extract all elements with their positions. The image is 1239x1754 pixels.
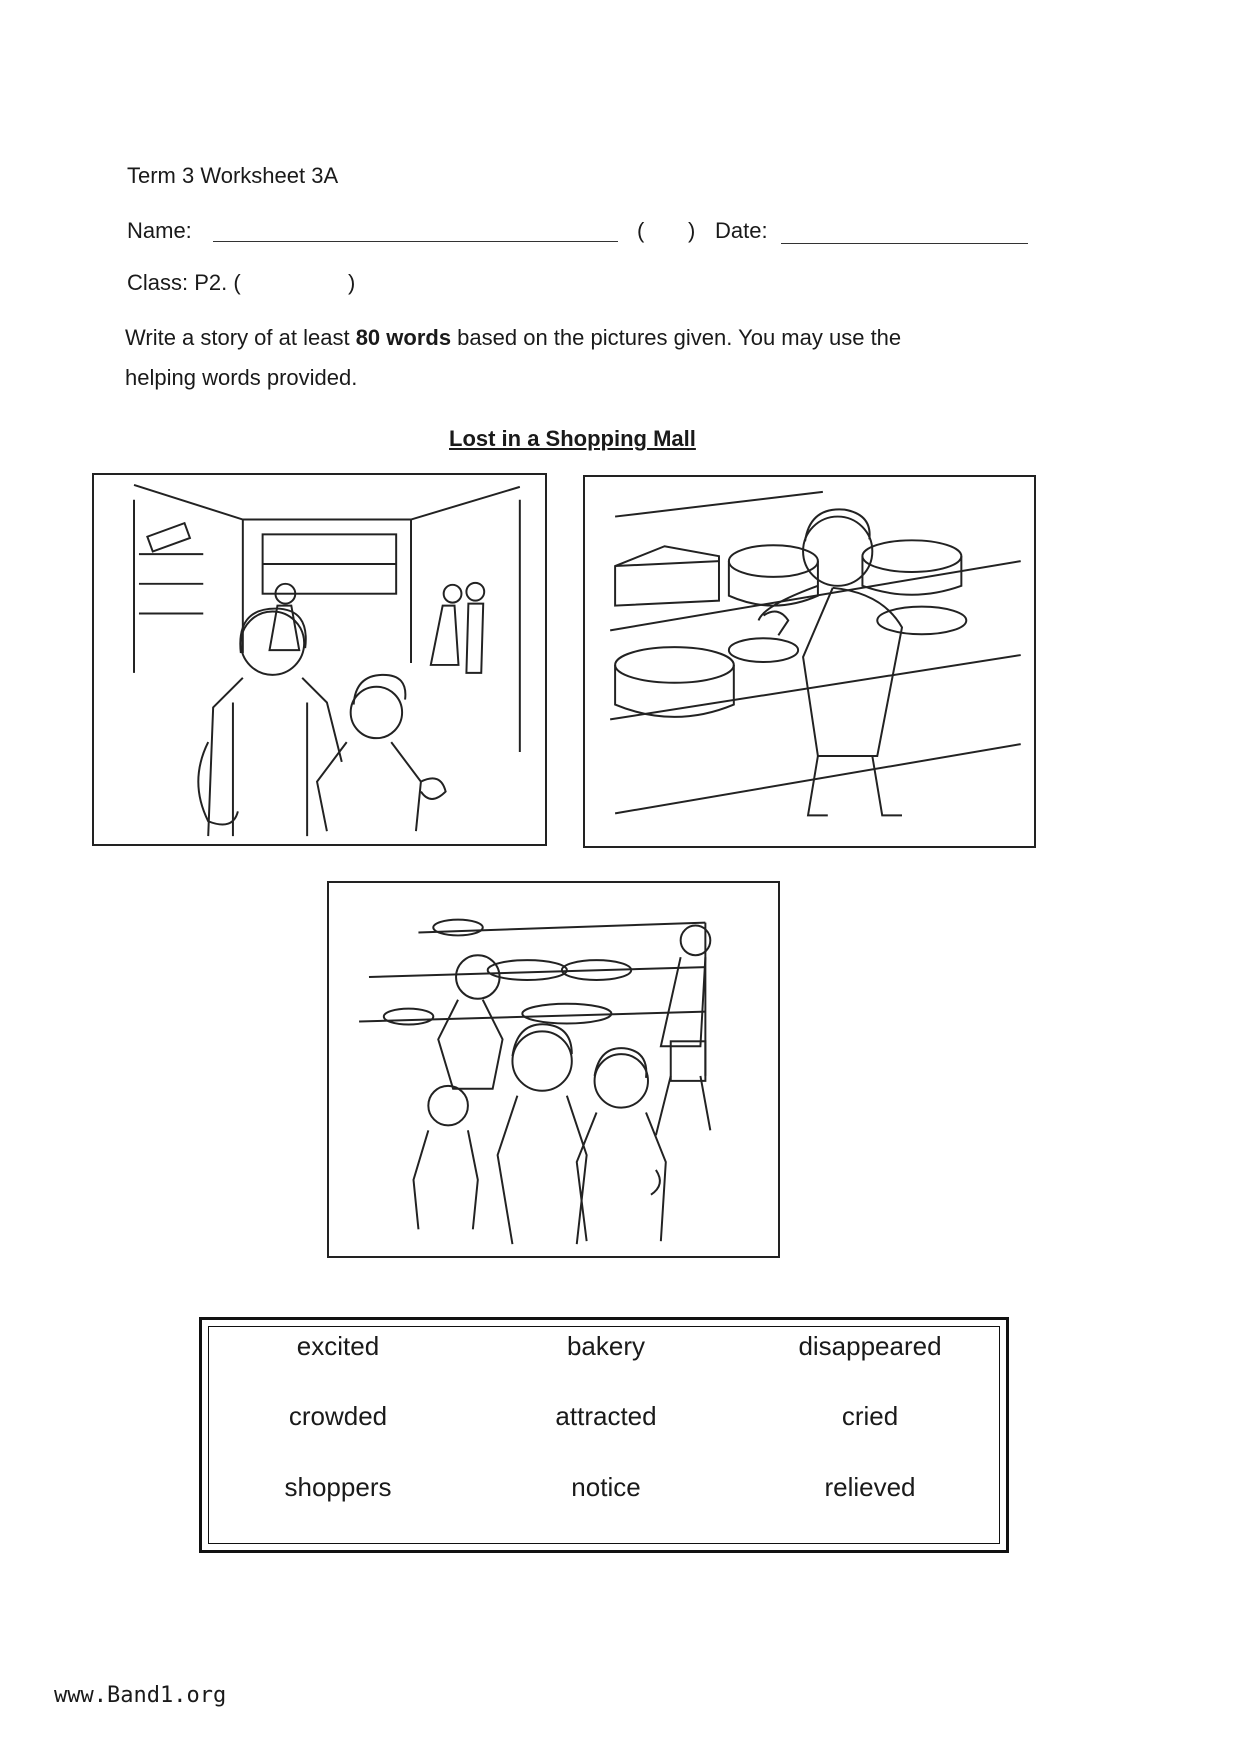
instructions-text: Write a story of at least — [125, 325, 356, 350]
bakery-family-drawing — [329, 883, 778, 1256]
index-close-paren: ) — [688, 218, 696, 243]
worksheet-title: Term 3 Worksheet 3A — [127, 163, 339, 188]
helping-word: cried — [841, 1401, 899, 1431]
instructions-line-1 — [125, 318, 901, 358]
picture-bakery-family — [327, 881, 780, 1258]
picture-boy-cakes — [583, 475, 1036, 848]
mall-walk-drawing — [94, 475, 545, 844]
instructions-line-2: helping words provided. — [125, 365, 358, 390]
helping-word: relieved — [824, 1472, 916, 1502]
helping-word: bakery — [566, 1331, 646, 1361]
name-label: Name: — [127, 218, 192, 243]
date-field-line[interactable] — [781, 243, 1028, 244]
picture-mall-walk — [92, 473, 547, 846]
helping-word: excited — [296, 1331, 380, 1361]
helping-words-box — [199, 1317, 1009, 1553]
helping-word: crowded — [288, 1401, 388, 1431]
helping-word: disappeared — [798, 1331, 942, 1361]
helping-word: notice — [571, 1472, 641, 1502]
footer-website: www.Band1.org — [54, 1683, 227, 1708]
boy-cakes-drawing — [585, 477, 1034, 846]
class-close-paren: ) — [348, 270, 356, 295]
story-title: Lost in a Shopping Mall — [449, 426, 696, 451]
date-label: Date: — [715, 218, 768, 243]
helping-word: shoppers — [284, 1472, 392, 1502]
instructions-word-count: 80 words — [355, 325, 452, 350]
index-open-paren: ( — [637, 218, 645, 243]
class-label: Class: P2. ( — [127, 270, 241, 295]
instructions-text-continued: based on the pictures given. You may use the — [451, 325, 902, 350]
helping-word: attracted — [555, 1401, 657, 1431]
name-field-line[interactable] — [213, 241, 618, 242]
